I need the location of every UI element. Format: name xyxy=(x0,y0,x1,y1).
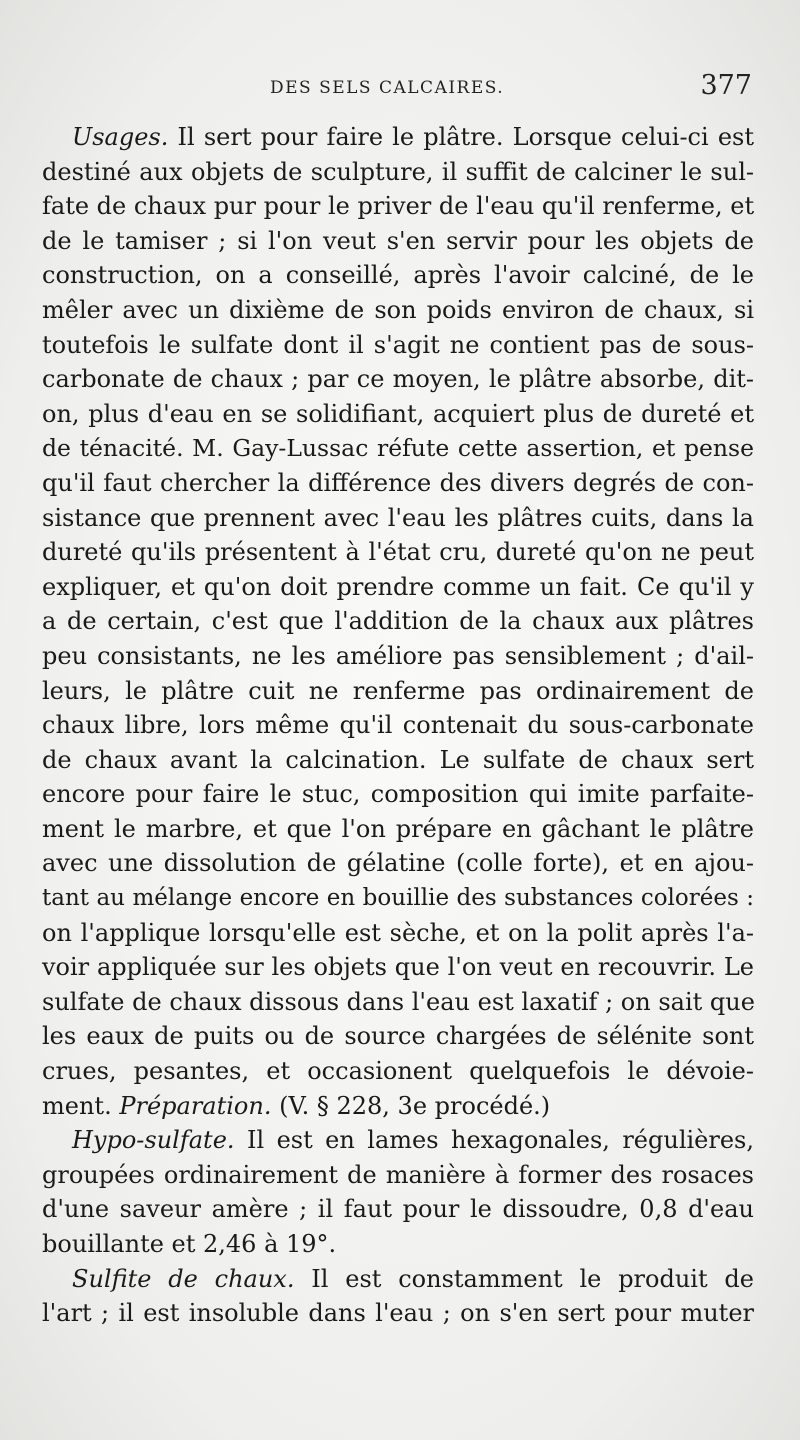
text-line: a de certain, c'est que l'addition de la chaux aux plâtres xyxy=(42,607,754,636)
italic-lead: Sulfite de chaux. xyxy=(72,1264,295,1293)
text-line: toutefois le sulfate dont il s'agit ne contient pas de sous- xyxy=(42,330,754,359)
text-line: Hypo-sulfate. Il est en lames hexagonales, régulières, xyxy=(72,1126,754,1155)
text-line: ment. Préparation. (V. § 228, 3e procédé.) xyxy=(42,1091,551,1120)
text-line: voir appliquée sur les objets que l'on veut en recouvrir. Le xyxy=(42,953,754,982)
text-line: crues, pesantes, et occasionent quelquefois le dévoie- xyxy=(42,1057,754,1086)
text-line: encore pour faire le stuc, composition qui imite parfaite- xyxy=(42,780,754,809)
text-line: peu consistants, ne les améliore pas sensiblement ; d'ail- xyxy=(42,641,754,670)
text-line: de le tamiser ; si l'on veut s'en servir pour les objets de xyxy=(42,226,754,255)
text-line: dureté qu'ils présentent à l'état cru, dureté qu'on ne peut xyxy=(42,538,754,567)
text-line: on, plus d'eau en se solidifiant, acquiert plus de dureté et xyxy=(42,399,754,428)
text-line: fate de chaux pur pour le priver de l'eau qu'il renferme, et xyxy=(42,192,755,221)
text-line: qu'il faut chercher la différence des divers degrés de con- xyxy=(42,468,754,497)
text-line: l'art ; il est insoluble dans l'eau ; on s'en sert pour muter xyxy=(42,1299,754,1328)
text-line: Usages. Il sert pour faire le plâtre. Lorsque celui-ci est xyxy=(72,123,754,151)
body-text xyxy=(42,120,754,1331)
italic-lead: Usages. xyxy=(72,123,169,151)
text-line: les eaux de puits ou de source chargées de sélénite sont xyxy=(42,1022,754,1051)
text-line: de ténacité. M. Gay-Lussac réfute cette assertion, et pense xyxy=(42,434,754,463)
text-line: construction, on a conseillé, après l'avoir calciné, de le xyxy=(42,261,754,290)
text-line: sulfate de chaux dissous dans l'eau est laxatif ; on sait que xyxy=(42,987,755,1016)
text-line: destiné aux objets de sculpture, il suffit de calciner le sul- xyxy=(42,157,754,186)
text-line: on l'applique lorsqu'elle est sèche, et on la polit après l'a- xyxy=(42,918,754,947)
text-line: expliquer, et qu'on doit prendre comme un fait. Ce qu'il y xyxy=(42,572,754,601)
text-line: de chaux avant la calcination. Le sulfate de chaux sert xyxy=(42,745,754,774)
text-line: ment le marbre, et que l'on prépare en gâchant le plâtre xyxy=(42,814,754,843)
text-line: d'une saveur amère ; il faut pour le dissoudre, 0,8 d'eau xyxy=(42,1195,754,1224)
paragraph-hypo-sulfate xyxy=(42,1123,754,1261)
italic-term: Préparation. xyxy=(119,1091,272,1120)
text-line: avec une dissolution de gélatine (colle forte), et en ajou- xyxy=(42,849,754,878)
text-line: groupées ordinairement de manière à former des rosaces xyxy=(42,1160,754,1189)
italic-lead: Hypo-sulfate. xyxy=(72,1126,235,1155)
text-line: sistance que prennent avec l'eau les plâtres cuits, dans la xyxy=(42,503,754,532)
running-title: DES SELS CALCAIRES. xyxy=(270,78,505,98)
text-line: bouillante et 2,46 à 19°. xyxy=(42,1230,337,1258)
text-line: carbonate de chaux ; par ce moyen, le plâtre absorbe, dit- xyxy=(42,365,754,394)
text-line: leurs, le plâtre cuit ne renferme pas ordinairement de xyxy=(42,676,754,705)
page-number: 377 xyxy=(700,70,752,101)
text-line: tant au mélange encore en bouillie des substances colorées : xyxy=(42,885,754,912)
paragraph-sulfite xyxy=(42,1262,754,1331)
text-line: mêler avec un dixième de son poids environ de chaux, si xyxy=(42,295,754,324)
text-line: chaux libre, lors même qu'il contenait du sous-carbonate xyxy=(42,711,754,740)
text-line: Sulfite de chaux. Il est constamment le produit de xyxy=(72,1264,754,1293)
paragraph-usages xyxy=(42,120,754,1123)
